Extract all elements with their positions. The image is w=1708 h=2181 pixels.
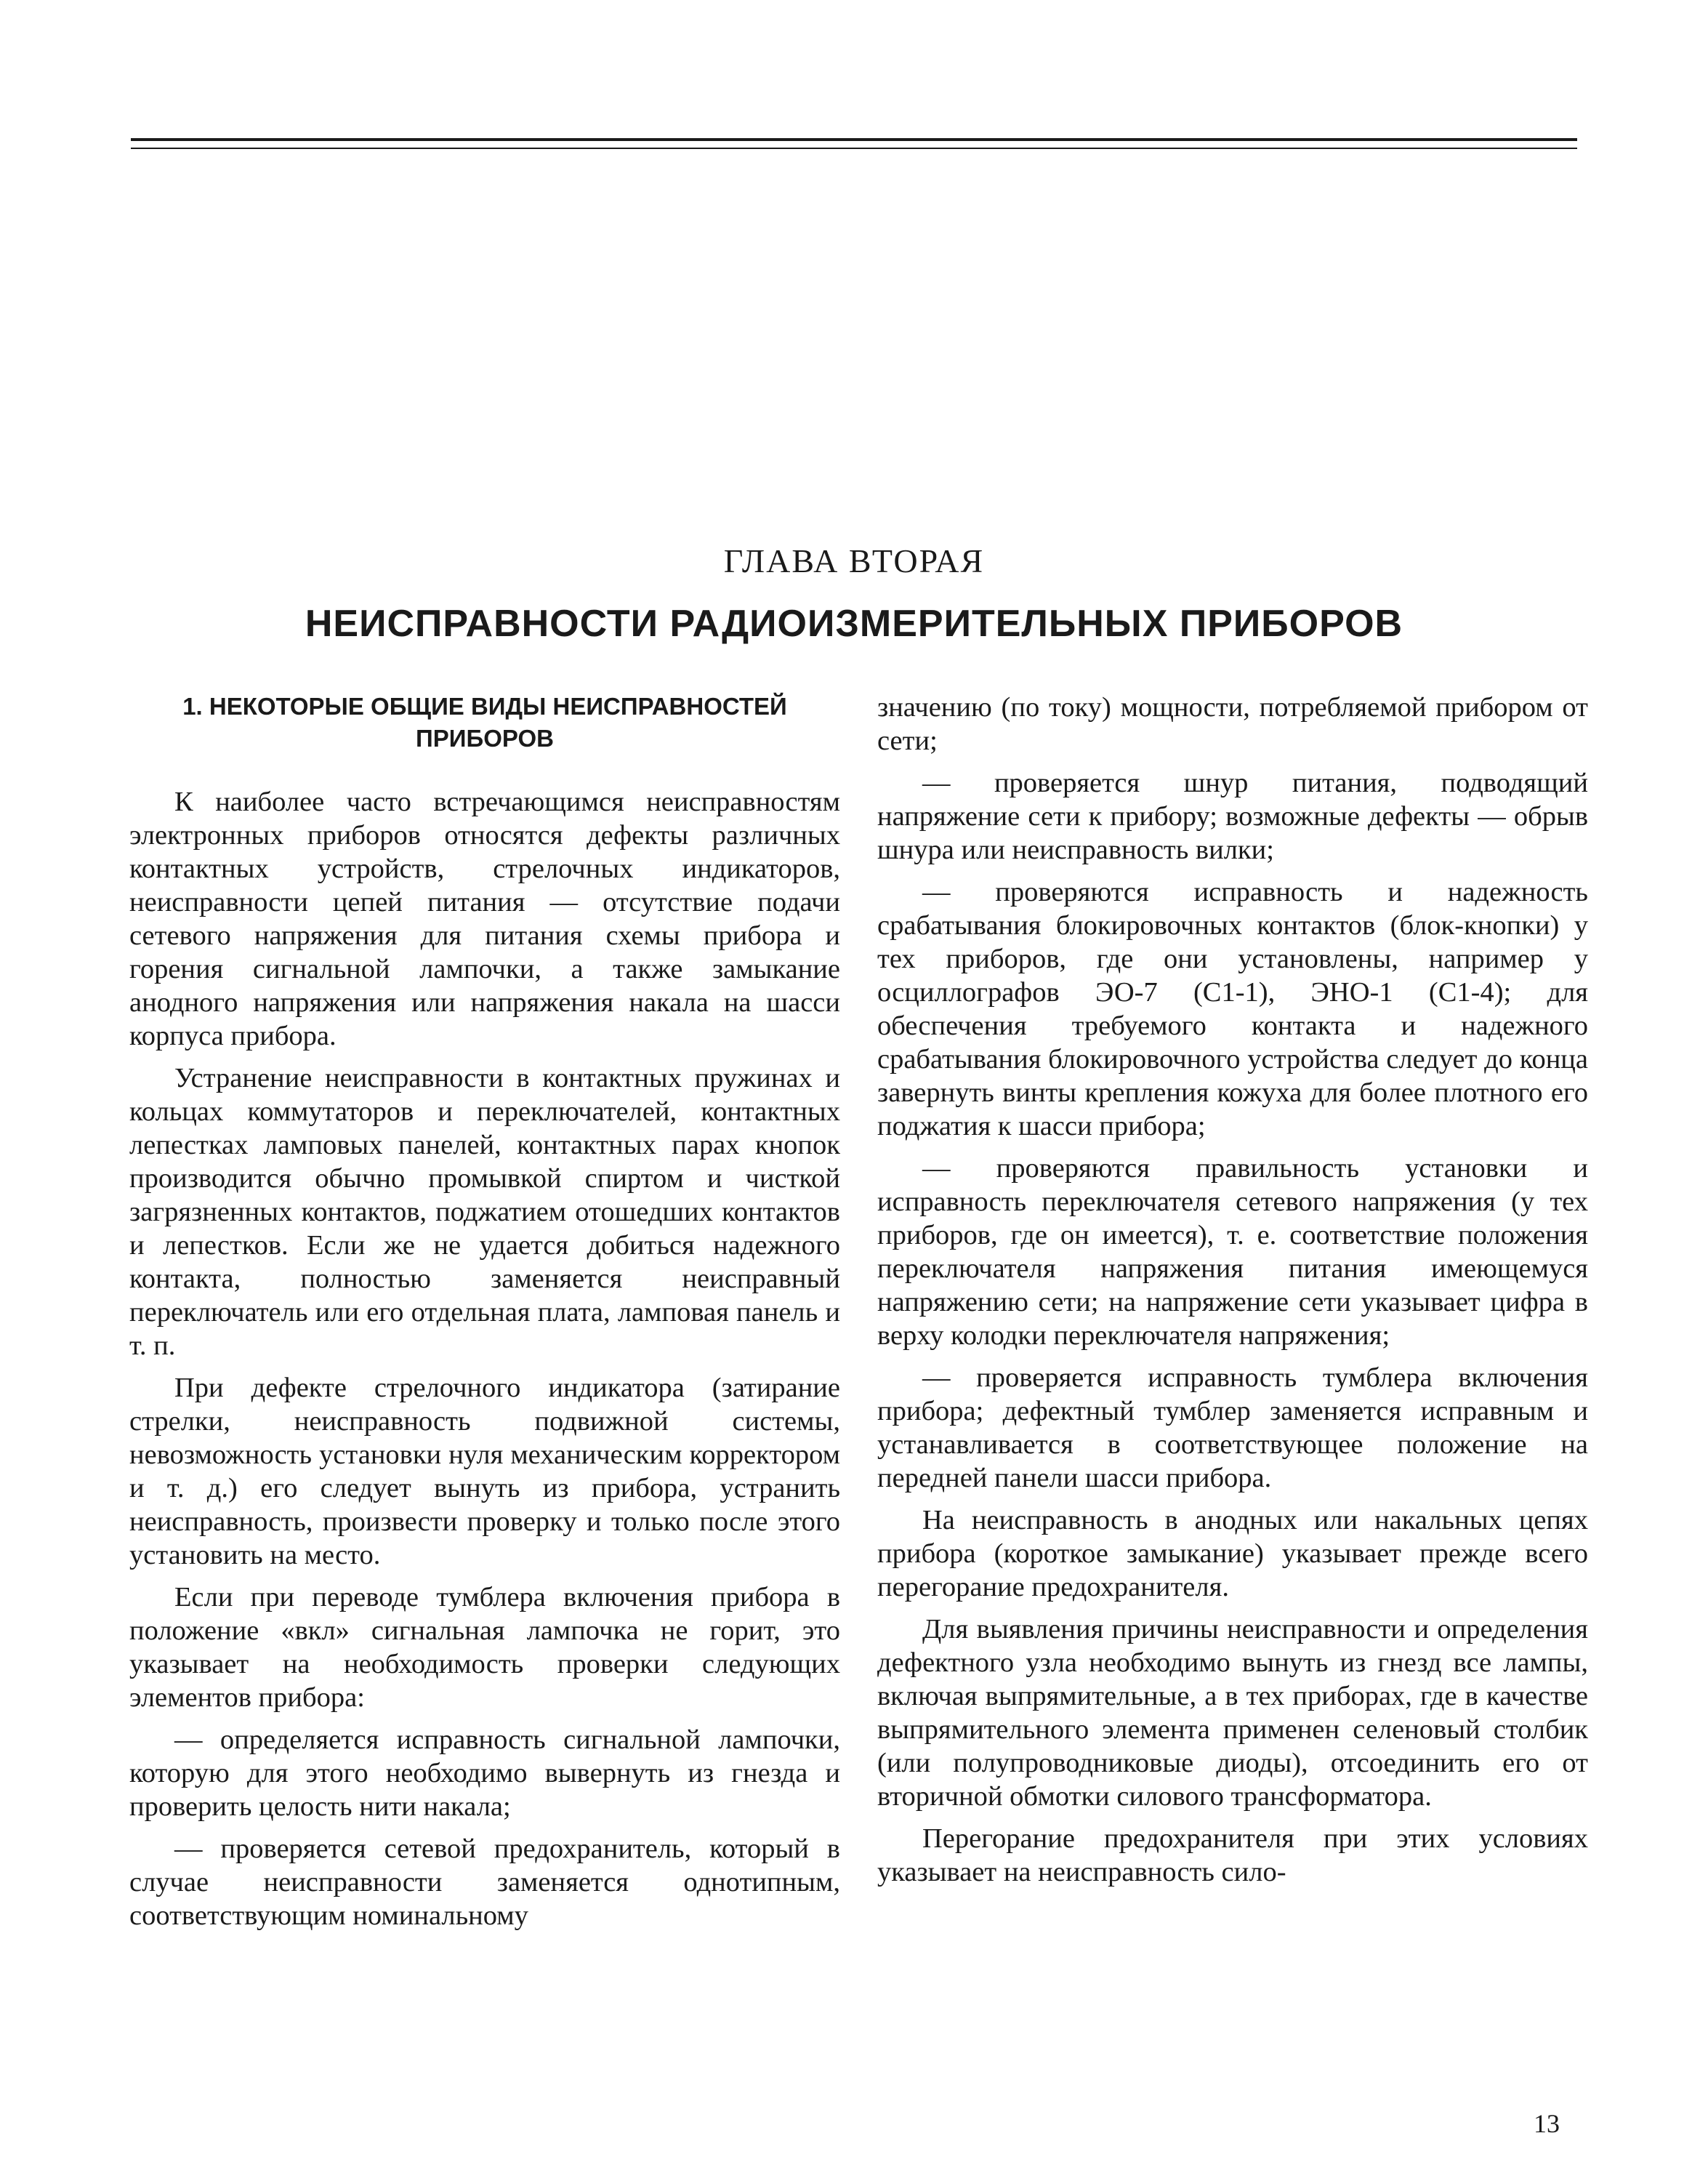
list-item: — проверяется шнур питания, подводящий напряжение сети к прибору; возможные дефекты — обрыв шнура или неисправность вилки; <box>877 768 1588 865</box>
list-item: — проверяются исправность и надежность срабатывания блокировочных контактов (блок-кнопки) у тех приборов, где они установлены, например у осциллографов ЭО-7 (С1-1), ЭНО-1 (С1-4); для обеспечения требуемого контакта и надежного срабатывания блокировочного устройства следует до конца завернуть винты крепления кожуха для более плотного его поджатия к шасси прибора; <box>877 877 1588 1141</box>
header-rule-thick <box>131 138 1577 141</box>
left-column <box>129 691 840 1941</box>
page-number: 13 <box>1534 2109 1560 2138</box>
paragraph: Устранение неисправности в контактных пружинах и кольцах коммутаторов и переключателей, контактных лепестках ламповых панелей, контактных парах кнопок производится обычно промывкой спиртом и чисткой загрязненных контактов, поджатием отошедших контактов и лепестков. Если же не удается добиться надежного контакта, полностью заменяется неисправный переключатель или его отдельная плата, ламповая панель и т. п. <box>129 1063 840 1361</box>
section-heading-line1: 1. НЕКОТОРЫЕ ОБЩИЕ ВИДЫ НЕИСПРАВНОСТЕЙ <box>182 693 787 720</box>
header-rule-thin <box>131 148 1577 149</box>
list-item: — проверяется исправность тумблера включения прибора; дефектный тумблер заменяется исправным и устанавливается в соответствующее положение на передней панели шасси прибора. <box>877 1362 1588 1493</box>
paragraph: Перегорание предохранителя при этих условиях указывает на неисправность сило- <box>877 1823 1588 1887</box>
list-item: — проверяются правильность установки и исправность переключателя сетевого напряжения (у тех приборов, где он имеется), т. е. соответствие положения переключателя напряжения питания имеющемуся напряжению сети; на напряжение сети указывает цифра в верху колодки переключателя напряжения; <box>877 1153 1588 1351</box>
paragraph: Для выявления причины неисправности и определения дефектного узла необходимо вынуть из гнезд все лампы, включая выпрямительные, а в тех приборах, где в качестве выпрямительного элемента применен селеновый столбик (или полупроводниковые диоды), отсоединить его от вторичной обмотки силового трансформатора. <box>877 1614 1588 1812</box>
paragraph: К наиболее часто встречающимся неисправностям электронных приборов относятся дефекты различных контактных устройств, стрелочных индикаторов, неисправности цепей питания — отсутствие подачи сетевого напряжения для питания схемы прибора и горения сигнальной лампочки, а также замыкание анодного напряжения или напряжения накала на шасси корпуса прибора. <box>129 787 840 1051</box>
right-column <box>877 691 1588 1897</box>
section-heading-line2: ПРИБОРОВ <box>416 725 554 752</box>
paragraph: Если при переводе тумблера включения прибора в положение «вкл» сигнальная лампочка не горит, это указывает на необходимость проверки следующих элементов прибора: <box>129 1582 840 1713</box>
list-item: — определяется исправность сигнальной лампочки, которую для этого необходимо вывернуть из гнезда и проверить целость нити накала; <box>129 1724 840 1822</box>
chapter-label: ГЛАВА ВТОРАЯ <box>723 542 985 579</box>
paragraph: При дефекте стрелочного индикатора (затирание стрелки, неисправность подвижной системы, невозможность установки нуля механическим корректором и т. д.) его следует вынуть из прибора, устранить неисправность, произвести проверку и только после этого установить на место. <box>129 1373 840 1570</box>
list-item: — проверяется сетевой предохранитель, который в случае неисправности заменяется однотипным, соответствующим номинальному <box>129 1833 840 1931</box>
chapter-title: НЕИСПРАВНОСТИ РАДИОИЗМЕРИТЕЛЬНЫХ ПРИБОРОВ <box>305 603 1403 645</box>
paragraph: На неисправность в анодных или накальных цепях прибора (короткое замыкание) указывает прежде всего перегорание предохранителя. <box>877 1505 1588 1602</box>
section-heading <box>129 691 840 755</box>
paragraph-continuation: значению (по току) мощности, потребляемой прибором от сети; <box>877 692 1588 756</box>
